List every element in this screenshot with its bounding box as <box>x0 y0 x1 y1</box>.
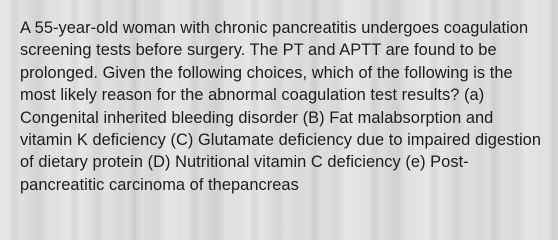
question-card <box>20 17 545 196</box>
question-text: A 55-year-old woman with chronic pancreatitis undergoes coagulation screening tests before surgery. The PT and APTT are found to be prolonged. Given the following choices, which of the following is the most likely reason for the abnormal coagulation test results? (a) Congenital inherited bleeding disorder (B) Fat malabsorption and vitamin K deficiency (C) Glutamate deficiency due to impaired digestion of dietary protein (D) Nutritional vitamin C deficiency (e) Post-pancreatitic carcinoma of thepancreas <box>20 19 542 194</box>
